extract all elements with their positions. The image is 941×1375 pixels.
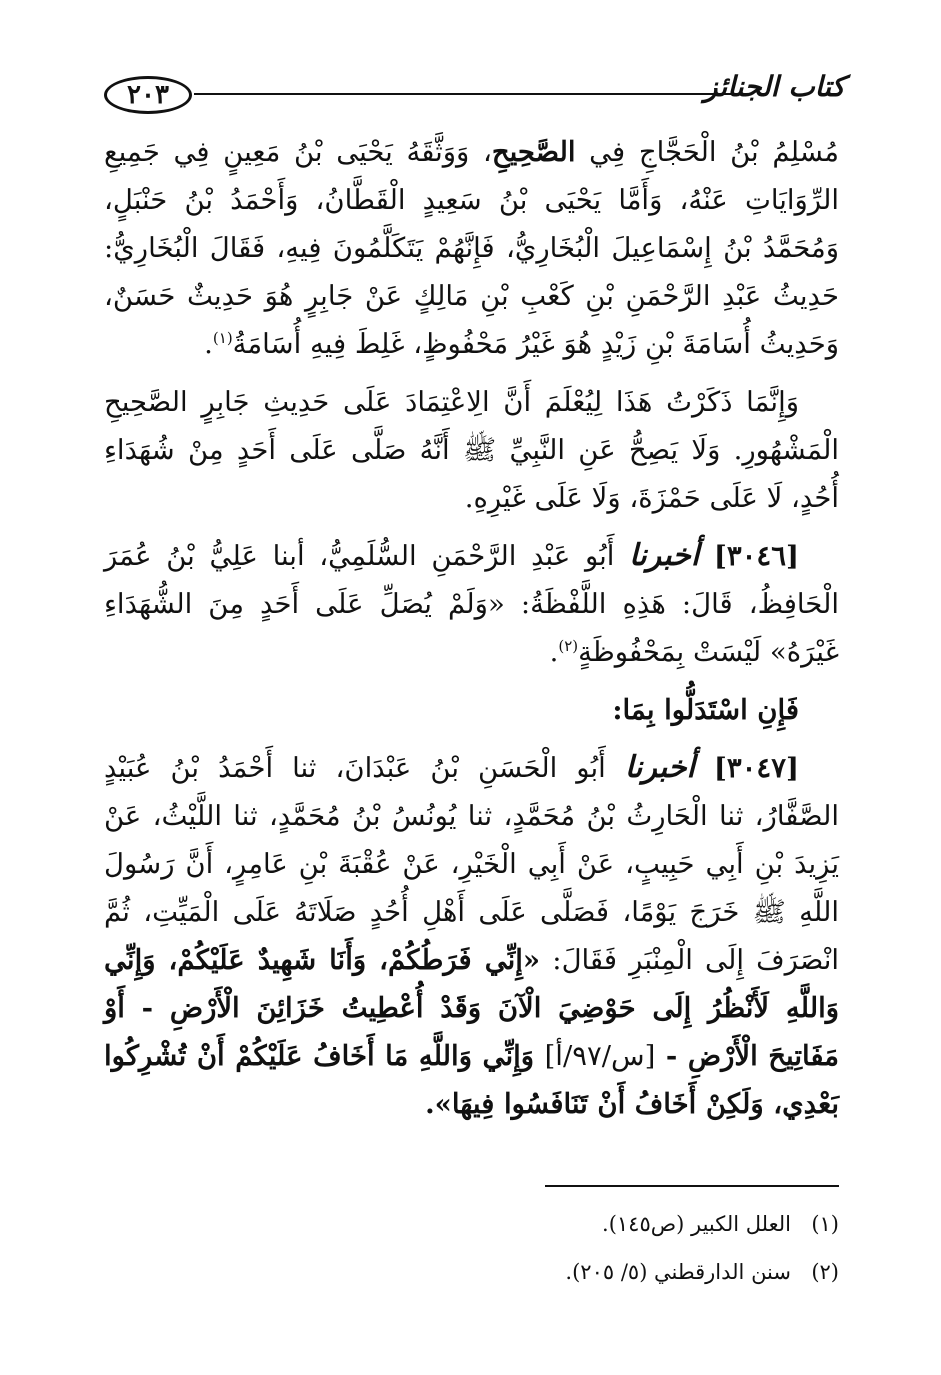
footnote-marker-1[interactable]: (١): [212, 328, 233, 347]
text-span: مُسْلِمُ بْنُ الْحَجَّاجِ فِي: [575, 136, 839, 168]
hadith-number: [٣٠٤٦]: [713, 540, 799, 572]
hadith-3047: [104, 744, 839, 1128]
footnote-marker-2[interactable]: (٢): [558, 636, 579, 655]
footnote-number: (٢): [811, 1260, 839, 1284]
text-span: .: [204, 328, 213, 360]
footnote-rule: [545, 1185, 839, 1187]
text-span: أَبُو الْحَسَنِ بْنُ عَبْدَانَ، ثنا أَحْمَدُ بْنُ عُبَيْدٍ الصَّفَّارُ، ثنا الْحَارِثُ بْنُ مُحَمَّدٍ، ثنا يُونُسُ بْنُ مُحَمَّدٍ، ثنا اللَّيْثُ، عَنْ يَزِيدَ بْنِ أَبِي حَبِيبٍ، عَنْ أَبِي الْخَيْرِ، عَنْ عُقْبَةَ بْنِ عَامِرٍ، أَنَّ رَسُولَ اللَّهِ ﷺ خَرَجَ يَوْمًا، فَصَلَّى عَلَى أَهْلِ أُحُدٍ صَلَاتَهُ عَلَى الْمَيِّتِ، ثُمَّ انْصَرَفَ إِلَى الْمِنْبَرِ فَقَالَ:: [104, 752, 839, 976]
page-header: [100, 62, 845, 122]
chapter-title: كتاب الجنائز: [703, 70, 845, 103]
footnote-number: (١): [811, 1212, 839, 1236]
hadith-number: [٣٠٤٧]: [713, 752, 799, 784]
text-span: .: [549, 636, 559, 668]
prophetic-quote: وَإِنِّي وَاللَّهِ مَا أَخَافُ عَلَيْكُمْ أَنْ تُشْرِكُوا بَعْدِي، وَلَكِنْ أَخَافُ أَنْ تَنَافَسُوا فِيهَا».: [104, 1040, 839, 1120]
footnotes: [104, 1200, 839, 1296]
footnote-text: العلل الكبير (ص١٤٥).: [602, 1212, 791, 1236]
book-title-sahih: الصَّحِيحِ: [491, 136, 576, 168]
akhbarana-label: أخبرنا: [629, 538, 700, 573]
prophetic-quote: «إِنِّي فَرَطُكُمْ، وَأَنَا شَهِيدٌ عَلَيْكُمْ، وَإِنِّي وَاللَّهِ لَأَنْظُرُ إِلَى حَوْضِيَ الْآنَ وَقَدْ أُعْطِيتُ خَزَائِنَ الْأَرْضِ - أَوْ مَفَاتِيحَ الْأَرْضِ -: [104, 944, 839, 1072]
text-span: أَبُو عَبْدِ الرَّحْمَنِ السُّلَمِيُّ، أبنا عَلِيُّ بْنُ عُمَرَ الْحَافِظُ، قَالَ: هَذِهِ اللَّفْظَةُ: «وَلَمْ يُصَلِّ عَلَى أَحَدٍ مِنَ الشُّهَدَاءِ غَيْرَهُ» لَيْسَتْ بِمَحْفُوظَةٍ: [104, 540, 839, 668]
header-rule: [194, 93, 744, 95]
footnote-2: [104, 1248, 839, 1296]
akhbarana-label: أخبرنا: [624, 750, 695, 785]
footnote-text: سنن الدارقطني (٥/ ٢٠٥).: [565, 1260, 791, 1284]
section-heading: فَإِنِ اسْتَدَلُّوا بِمَا:: [612, 694, 799, 726]
footnote-1: [104, 1200, 839, 1248]
page-number: ٢٠٣: [104, 76, 192, 114]
paragraph-2: وَإِنَّمَا ذَكَرْتُ هَذَا لِيُعْلَمَ أَنَّ الِاعْتِمَادَ عَلَى حَدِيثِ جَابِرٍ الصَّحِيحِ الْمَشْهُورِ. وَلَا يَصِحُّ عَنِ النَّبِيِّ ﷺ أَنَّهُ صَلَّى عَلَى أَحَدٍ مِنْ شُهَدَاءِ أُحُدٍ، لَا عَلَى حَمْزَةَ، وَلَا عَلَى غَيْرِهِ.: [104, 386, 839, 514]
hadith-3046: [104, 532, 839, 676]
text-span: ، وَوَثَّقَهُ يَحْيَى بْنُ مَعِينٍ فِي جَمِيعِ الرِّوَايَاتِ عَنْهُ، وَأَمَّا يَحْيَى بْنُ سَعِيدٍ الْقَطَّانُ، وَأَحْمَدُ بْنُ حَنْبَلٍ، وَمُحَمَّدُ بْنُ إِسْمَاعِيلَ الْبُخَارِيُّ، فَإِنَّهُمْ يَتَكَلَّمُونَ فِيهِ، فَقَالَ الْبُخَارِيُّ: حَدِيثُ عَبْدِ الرَّحْمَنِ بْنِ كَعْبِ بْنِ مَالِكٍ عَنْ جَابِرٍ هُوَ حَدِيثٌ حَسَنٌ، وَحَدِيثُ أُسَامَةَ بْنِ زَيْدٍ هُوَ غَيْرُ مَحْفُوظٍ، غَلِطَ فِيهِ أُسَامَةُ: [104, 136, 839, 360]
manuscript-ref: [س/٩٧/أ]: [544, 1040, 656, 1072]
main-text: [104, 128, 839, 1128]
paragraph-1: [104, 128, 839, 368]
